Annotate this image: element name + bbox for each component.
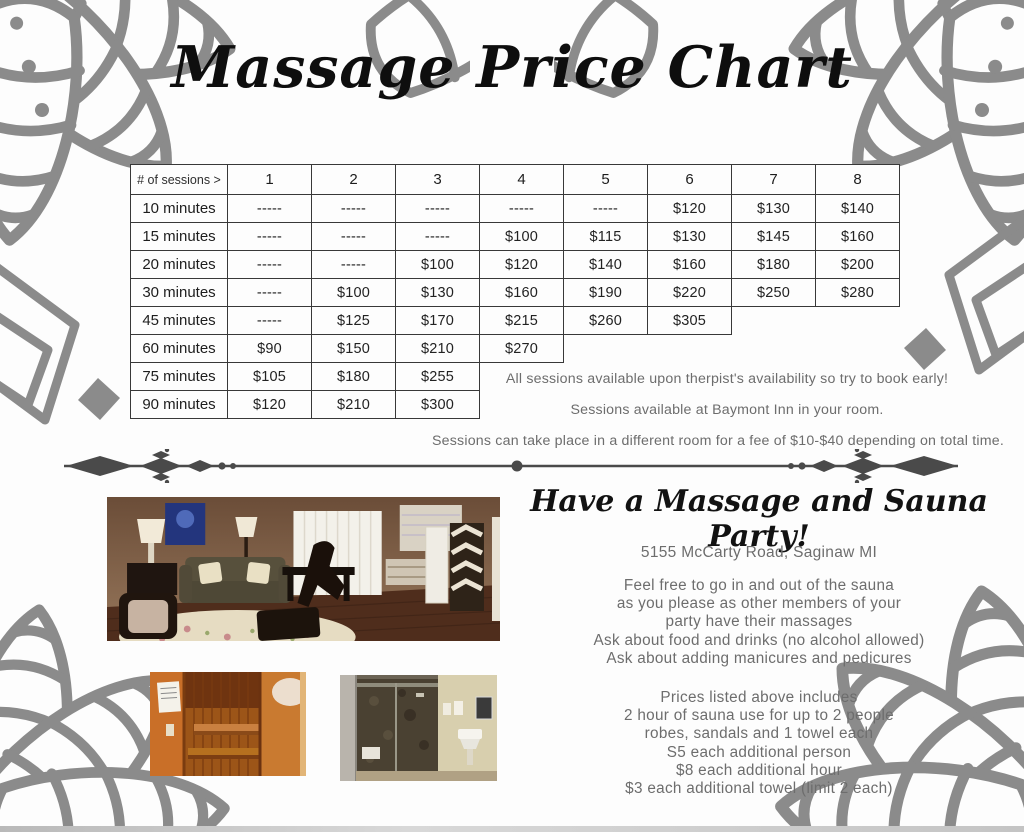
party-info-paragraph xyxy=(518,577,1000,668)
price-cell: ----- xyxy=(312,195,396,223)
price-cell: $100 xyxy=(312,279,396,307)
text-line: Ask about food and drinks (no alcohol allowed) xyxy=(593,631,925,649)
price-cell: $125 xyxy=(312,307,396,335)
price-cell: $120 xyxy=(228,391,312,419)
price-cell: $100 xyxy=(396,251,480,279)
text-line: $3 each additional towel (limit 2 each) xyxy=(625,780,893,798)
table-row xyxy=(131,223,900,251)
price-cell: $130 xyxy=(732,195,816,223)
table-row xyxy=(131,307,900,335)
row-label: 30 minutes xyxy=(131,279,228,307)
table-row xyxy=(131,195,900,223)
price-cell: $130 xyxy=(396,279,480,307)
price-cell: $215 xyxy=(480,307,564,335)
price-cell: $105 xyxy=(228,363,312,391)
party-address: 5155 McCarty Road, Saginaw MI xyxy=(640,544,878,561)
price-cell: $210 xyxy=(396,335,480,363)
text-line: Ask about adding manicures and pedicures xyxy=(606,649,912,667)
column-header: 2 xyxy=(312,165,396,195)
price-cell: $270 xyxy=(480,335,564,363)
price-cell: ----- xyxy=(228,195,312,223)
price-cell: ----- xyxy=(480,195,564,223)
text-line: as you please as other members of your xyxy=(616,595,902,613)
price-cell: $255 xyxy=(396,363,480,391)
price-cell: $160 xyxy=(648,251,732,279)
page-title: Massage Price Chart xyxy=(171,34,853,101)
party-pricing-paragraph xyxy=(518,689,1000,798)
text-line: 2 hour of sauna use for up to 2 people xyxy=(624,707,894,725)
price-cell: $190 xyxy=(564,279,648,307)
price-cell: $210 xyxy=(312,391,396,419)
table-row xyxy=(131,279,900,307)
price-cell: $130 xyxy=(648,223,732,251)
price-cell: ----- xyxy=(228,279,312,307)
column-header: 5 xyxy=(564,165,648,195)
price-cell: $115 xyxy=(564,223,648,251)
price-cell: $120 xyxy=(480,251,564,279)
table-row xyxy=(131,335,900,363)
text-line: robes, sandals and 1 towel each xyxy=(644,725,874,743)
price-cell: $150 xyxy=(312,335,396,363)
row-label: 15 minutes xyxy=(131,223,228,251)
text-line: Feel free to go in and out of the sauna xyxy=(623,577,895,594)
row-label: 60 minutes xyxy=(131,335,228,363)
row-label: 75 minutes xyxy=(131,363,228,391)
sessions-header: # of sessions > xyxy=(131,165,228,195)
price-cell: ----- xyxy=(228,251,312,279)
price-cell: $140 xyxy=(816,195,900,223)
header-row xyxy=(131,165,900,195)
price-cell: $250 xyxy=(732,279,816,307)
massage-room-photo xyxy=(107,497,500,641)
price-cell: $180 xyxy=(732,251,816,279)
price-cell: ----- xyxy=(228,223,312,251)
price-cell: $260 xyxy=(564,307,648,335)
price-cell: $200 xyxy=(816,251,900,279)
column-header: 7 xyxy=(732,165,816,195)
column-header: 1 xyxy=(228,165,312,195)
price-cell: $305 xyxy=(648,307,732,335)
party-heading: Have a Massage and Sauna Party! xyxy=(530,484,988,554)
text-line: party have their massages xyxy=(665,613,853,631)
price-cell: $90 xyxy=(228,335,312,363)
row-label: 45 minutes xyxy=(131,307,228,335)
price-cell: ----- xyxy=(564,195,648,223)
price-cell: $180 xyxy=(312,363,396,391)
note-baymont: Sessions available at Baymont Inn in your room. xyxy=(570,402,884,418)
text-line: $8 each additional hour xyxy=(676,761,842,779)
text-line: S5 each additional person xyxy=(666,743,852,761)
price-cell: $280 xyxy=(816,279,900,307)
row-label: 20 minutes xyxy=(131,251,228,279)
price-cell: ----- xyxy=(228,307,312,335)
price-cell: ----- xyxy=(396,223,480,251)
price-cell: $300 xyxy=(396,391,480,419)
bottom-edge-bar xyxy=(0,826,1024,832)
price-cell: ----- xyxy=(396,195,480,223)
price-cell: $120 xyxy=(648,195,732,223)
column-header: 4 xyxy=(480,165,564,195)
column-header: 8 xyxy=(816,165,900,195)
row-label: 90 minutes xyxy=(131,391,228,419)
price-cell: $100 xyxy=(480,223,564,251)
sauna-photo xyxy=(150,672,306,776)
price-cell: $160 xyxy=(480,279,564,307)
table-row xyxy=(131,251,900,279)
price-cell: $140 xyxy=(564,251,648,279)
row-label: 10 minutes xyxy=(131,195,228,223)
column-header: 6 xyxy=(648,165,732,195)
price-cell: $145 xyxy=(732,223,816,251)
price-cell: $220 xyxy=(648,279,732,307)
price-cell: $160 xyxy=(816,223,900,251)
price-cell: $170 xyxy=(396,307,480,335)
price-cell: ----- xyxy=(312,251,396,279)
note-availability: All sessions available upon therpist's availability so try to book early! xyxy=(505,371,949,387)
column-header: 3 xyxy=(396,165,480,195)
divider-ornament-icon xyxy=(0,449,1024,483)
price-cell: ----- xyxy=(312,223,396,251)
shower-room-photo xyxy=(340,675,497,781)
text-line: Prices listed above includes xyxy=(660,689,858,706)
note-room-fee: Sessions can take place in a different room for a fee of $10-$40 depending on total time. xyxy=(432,433,1004,449)
